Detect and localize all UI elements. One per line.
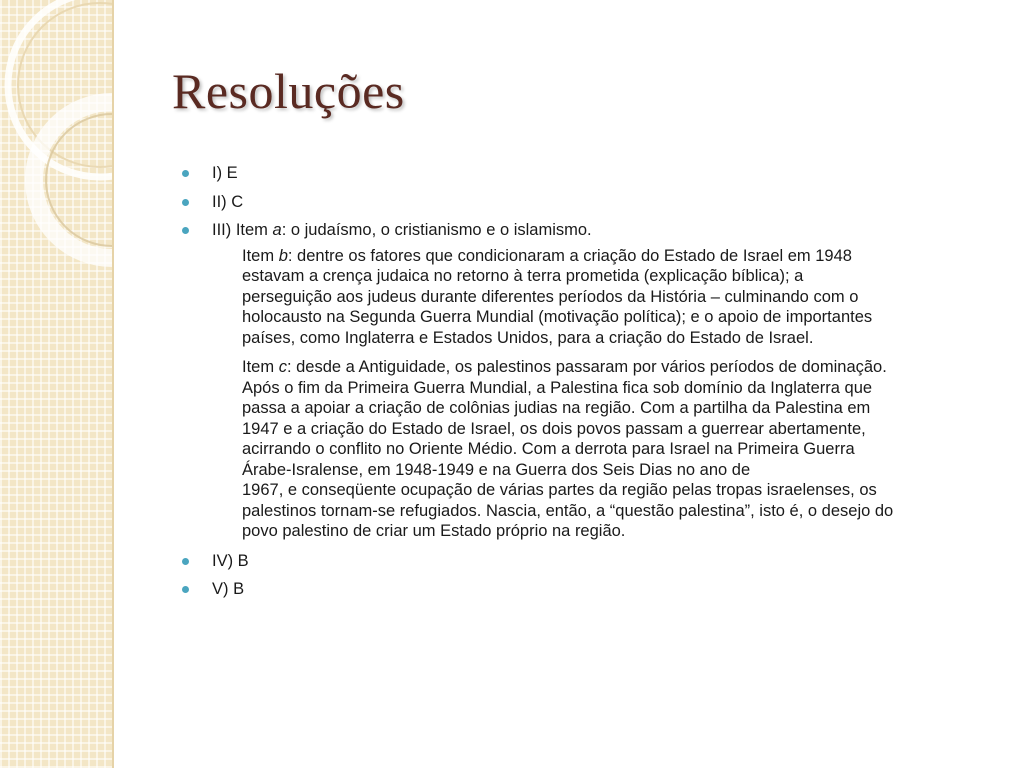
item-b-line: países, como Inglaterra e Estados Unidos, para a criação do Estado de Israel. (242, 328, 814, 347)
item-c-line: Item c: desde a Antiguidade, os palestinos passaram por vários períodos de dominação. (242, 358, 887, 376)
decorative-side-panel (0, 0, 112, 768)
item-b-paragraph (242, 246, 1000, 349)
bullet-dot-icon (182, 586, 189, 593)
answer-4: IV) B (212, 551, 249, 570)
list-item (180, 551, 1000, 572)
item-b-line: holocausto na Segunda Guerra Mundial (motivação política); e o apoio de importantes (242, 308, 873, 326)
bullet-dot-icon (182, 558, 189, 565)
item-c-line: 1967, e conseqüente ocupação de várias partes da região pelas tropas israelenses, os (242, 481, 877, 499)
slide-content (180, 163, 1000, 608)
answer-3-letter: a (272, 221, 282, 239)
side-panel-edge (112, 0, 114, 768)
bullet-dot-icon (182, 170, 189, 177)
list-item (180, 163, 1000, 184)
list-item (180, 192, 1000, 213)
slide-title: Resoluções (172, 63, 405, 119)
item-c-line: 1947 e a criação do Estado de Israel, os dois povos passam a guerrear abertamente, (242, 419, 866, 438)
item-c-line: Após o fim da Primeira Guerra Mundial, a Palestina fica sob domínio da Inglaterra que (242, 378, 873, 397)
item-c-paragraph (242, 357, 1000, 542)
decorative-circles (0, 0, 112, 330)
answer-1: I) E (212, 164, 238, 182)
answer-3-prefix: III) Item (212, 221, 273, 239)
bullet-dot-icon (182, 227, 189, 234)
list-item (180, 579, 1000, 600)
item-b-line: estavam a crença judaica no retorno à terra prometida (explicação bíblica); a (242, 267, 804, 285)
item-c-line: acirrando o conflito no Oriente Médio. Com a derrota para Israel na Primeira Guerra (242, 440, 855, 458)
item-c-line: passa a apoiar a criação de colônias judias na região. Com a partilha da Palestina em (242, 399, 871, 417)
answer-2: II) C (212, 192, 244, 211)
item-c-line: Árabe-Isralense, em 1948-1949 e na Guerra dos Seis Dias no ano de (242, 460, 751, 479)
item-c-line: palestinos tornam-se refugiados. Nascia, então, a “questão palestina”, isto é, o desejo do (242, 501, 894, 520)
list-item (180, 220, 1000, 241)
answer-5: V) B (212, 580, 245, 598)
answer-3-text: : o judaísmo, o cristianismo e o islamismo. (281, 221, 592, 239)
item-c-line: povo palestino de criar um Estado próprio na região. (242, 522, 626, 540)
item-b-line: perseguição aos judeus durante diferentes períodos da História – culminando com o (242, 287, 859, 306)
bullet-dot-icon (182, 199, 189, 206)
item-b-line: Item b: dentre os fatores que condicionaram a criação do Estado de Israel em 1948 (242, 246, 852, 265)
